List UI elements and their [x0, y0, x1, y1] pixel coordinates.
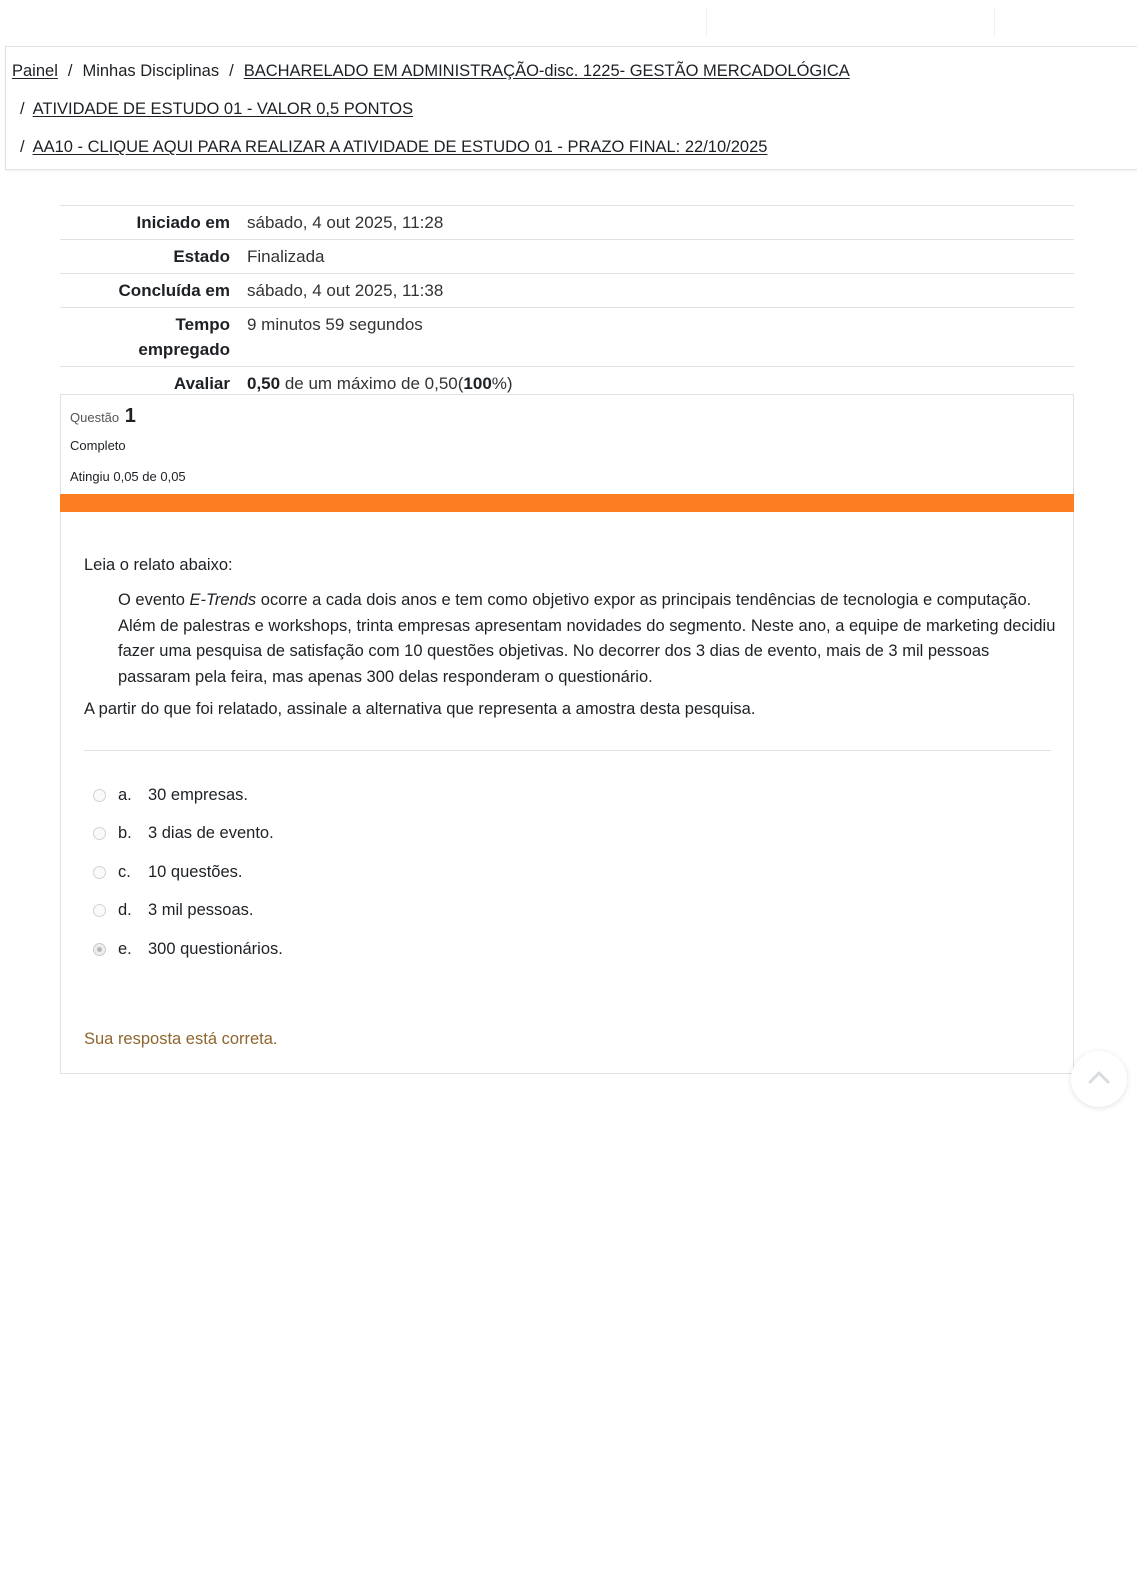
header-divider	[994, 8, 995, 38]
summary-label-part: empregado	[138, 340, 230, 359]
summary-label: Iniciado em	[136, 213, 230, 232]
summary-row-time	[60, 308, 1074, 367]
breadcrumb-line	[20, 100, 413, 119]
summary-label: Estado	[173, 247, 230, 266]
summary-value: Finalizada	[247, 247, 325, 266]
answer-text: 300 questionários.	[148, 940, 283, 958]
top-header	[0, 0, 1137, 46]
question-content	[60, 512, 1074, 1074]
grade-text-end: %)	[491, 374, 513, 393]
answer-option[interactable]	[93, 786, 248, 805]
summary-label-part: Tempo	[175, 315, 230, 334]
breadcrumb-line	[20, 138, 767, 157]
grade-score: 0,50	[247, 374, 281, 393]
radio-button[interactable]	[93, 904, 106, 917]
breadcrumb-item-disciplinas: Minhas Disciplinas	[82, 62, 220, 80]
question-quote	[118, 588, 1058, 690]
summary-value: sábado, 4 out 2025, 11:28	[247, 213, 444, 232]
breadcrumb-line	[12, 62, 850, 81]
summary-label	[60, 308, 238, 367]
breadcrumb-link-painel[interactable]: Painel	[12, 62, 58, 80]
answer-text: 3 mil pessoas.	[148, 901, 254, 919]
summary-value: sábado, 4 out 2025, 11:38	[247, 281, 444, 300]
radio-button[interactable]	[93, 866, 106, 879]
question-info-panel	[60, 394, 1074, 494]
summary-label: Concluída em	[118, 281, 230, 300]
answer-letter: a.	[118, 786, 132, 804]
header-divider	[706, 8, 707, 38]
question-label: Questão	[70, 410, 120, 425]
answer-option[interactable]	[93, 863, 243, 882]
answer-option[interactable]	[93, 901, 253, 920]
summary-row-completed	[60, 274, 1074, 308]
quote-text: O evento	[118, 591, 190, 609]
breadcrumb-separator: /	[229, 62, 234, 80]
answer-text: 30 empresas.	[148, 786, 248, 804]
grade-text: de um máximo de 0,50(	[284, 374, 464, 393]
breadcrumb-link-section[interactable]: ATIVIDADE DE ESTUDO 01 - VALOR 0,5 PONTOS	[32, 100, 414, 118]
answer-feedback: Sua resposta está correta.	[84, 1030, 278, 1048]
breadcrumb-link-activity[interactable]: AA10 - CLIQUE AQUI PARA REALIZAR A ATIVIDADE DE ESTUDO 01 - PRAZO FINAL: 22/10/2025	[32, 138, 768, 156]
summary-label: Avaliar	[173, 374, 230, 393]
grade-percent: 100	[463, 374, 492, 393]
answer-text: 3 dias de evento.	[148, 824, 274, 842]
breadcrumb-link-course[interactable]: BACHARELADO EM ADMINISTRAÇÃO-disc. 1225- GESTÃO MERCADOLÓGICA	[243, 62, 850, 80]
question-number-value: 1	[124, 405, 136, 427]
question-grade: Atingiu 0,05 de 0,05	[70, 469, 186, 484]
question-accent-bar	[60, 494, 1074, 512]
breadcrumb	[5, 46, 1137, 170]
breadcrumb-separator: /	[20, 138, 25, 156]
quote-text: ocorre a cada dois anos e tem como objetivo expor as principais tendências de tecnologia e computação. Além de palestras e workshops, trinta empresas apresentam novidades do segmento. Neste ano, a equipe de marketing decidiu fazer uma pesquisa de satisfação com 10 questões objetivas. No decorrer dos 3 dias de evento, mais de 3 mil pessoas passaram pela feira, mas apenas 300 delas responderam o questionário.	[118, 591, 1056, 686]
divider	[84, 750, 1051, 751]
scroll-top-button[interactable]	[1071, 1051, 1127, 1107]
question-intro: Leia o relato abaixo:	[84, 556, 233, 574]
question-state: Completo	[70, 438, 126, 453]
breadcrumb-separator: /	[20, 100, 25, 118]
question-number	[70, 405, 136, 428]
attempt-summary-table	[60, 205, 1074, 400]
radio-button[interactable]	[93, 827, 106, 840]
answer-letter: c.	[118, 863, 131, 881]
quote-event-name: E-Trends	[189, 591, 257, 609]
question-prompt: A partir do que foi relatado, assinale a alternativa que representa a amostra desta pesquisa.	[84, 700, 756, 718]
radio-button-checked[interactable]	[93, 943, 106, 956]
answer-letter: b.	[118, 824, 132, 842]
answer-letter: e.	[118, 940, 132, 958]
breadcrumb-separator: /	[67, 62, 73, 80]
summary-value: 9 minutos 59 segundos	[247, 315, 423, 334]
answer-option[interactable]	[93, 824, 274, 843]
answer-text: 10 questões.	[148, 863, 243, 881]
answer-option-selected[interactable]	[93, 940, 283, 959]
chevron-up-icon	[1088, 1070, 1110, 1089]
answer-letter: d.	[118, 901, 132, 919]
radio-button[interactable]	[93, 789, 106, 802]
summary-row-started	[60, 206, 1074, 240]
summary-row-state	[60, 240, 1074, 274]
